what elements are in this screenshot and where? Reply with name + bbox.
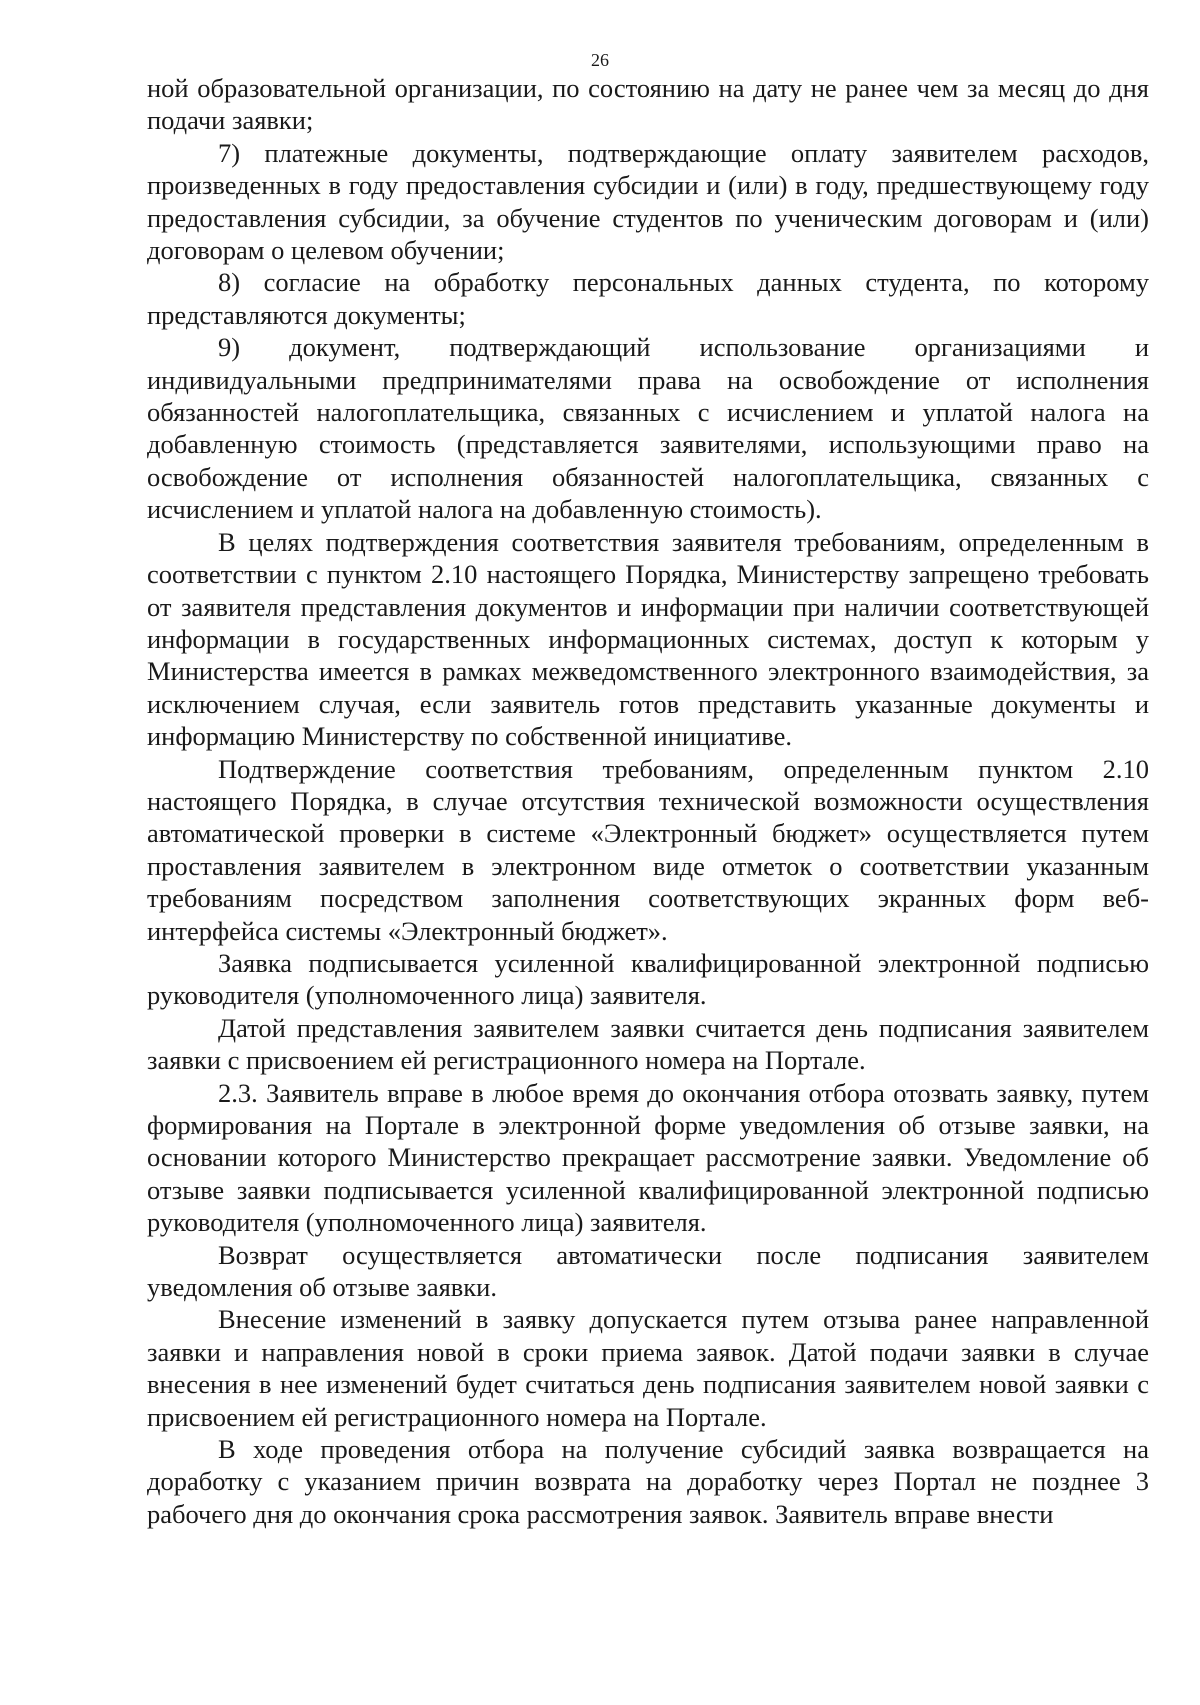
paragraph-continuation: ной образовательной организации, по состоянию на дату не ранее чем за месяц до дня подачи заявки; bbox=[147, 73, 1149, 136]
paragraph-signature: Заявка подписывается усиленной квалифицированной электронной подписью руководителя (уполномоченного лица) заявителя. bbox=[147, 947, 1149, 1011]
paragraph-return: Возврат осуществляется автоматически после подписания заявителем уведомления об отзыве заявки. bbox=[147, 1239, 1149, 1303]
page-number: 26 bbox=[591, 50, 609, 70]
paragraph-changes: Внесение изменений в заявку допускается путем отзыва ранее направленной заявки и направления новой в сроки приема заявок. Датой подачи заявки в случае внесения в нее изменений будет считаться день подписания заявителем новой заявки с присвоением ей регистрационного номера на Портале. bbox=[147, 1304, 1149, 1432]
paragraph-revision: В ходе проведения отбора на получение субсидий заявка возвращается на доработку с указанием причин возврата на доработку через Портал не позднее 3 рабочего дня до окончания срока рассмотрения заявок. Заявитель вправе внести bbox=[147, 1434, 1149, 1529]
paragraph-item-9: 9) документ, подтверждающий использование организациями и индивидуальными предпринимателями права на освобождение от исполнения обязанностей налогоплательщика, связанных с исчислением и уплатой налога на добавленную стоимость (представляется заявителями, использующими право на освобождение от исполнения обязанностей налогоплательщика, связанных с исчислением и уплатой налога на добавленную стоимость). bbox=[147, 332, 1149, 525]
paragraph-requirements-confirmation: В целях подтверждения соответствия заявителя требованиям, определенным в соответствии с пунктом 2.10 настоящего Порядка, Министерству запрещено требовать от заявителя представления документов и информации при наличии соответствующей информации в государственных информационных системах, доступ к которым у Министерства имеется в рамках межведомственного электронного взаимодействия, за исключением случая, если заявитель готов представить указанные документы и информацию Министерству по собственной инициативе. bbox=[147, 526, 1149, 752]
paragraph-submission-date: Датой представления заявителем заявки считается день подписания заявителем заявки с присвоением ей регистрационного номера на Портале. bbox=[147, 1012, 1149, 1076]
paragraph-electronic-budget: Подтверждение соответствия требованиям, определенным пунктом 2.10 настоящего Порядка, в случае отсутствия технической возможности осуществления автоматической проверки в системе «Электронный бюджет» осуществляется путем проставления заявителем в электронном виде отметок о соответствии указанным требованиям посредством заполнения соответствующих экранных форм веб-интерфейса системы «Электронный бюджет». bbox=[147, 753, 1149, 946]
paragraph-item-7: 7) платежные документы, подтверждающие оплату заявителем расходов, произведенных в году предоставления субсидии и (или) в году, предшествующему году предоставления субсидии, за обучение студентов по ученическим договорам и (или) договорам о целевом обучении; bbox=[147, 137, 1149, 266]
paragraph-item-8: 8) согласие на обработку персональных данных студента, по которому представляются документы; bbox=[147, 267, 1149, 330]
paragraph-section-2-3: 2.3. Заявитель вправе в любое время до окончания отбора отозвать заявку, путем формирования на Портале в электронной форме уведомления об отзыве заявки, на основании которого Министерство прекращает рассмотрение заявки. Уведомление об отзыве заявки подписывается усиленной квалифицированной электронной подписью руководителя (уполномоченного лица) заявителя. bbox=[147, 1077, 1149, 1238]
document-body bbox=[147, 72, 1149, 1530]
